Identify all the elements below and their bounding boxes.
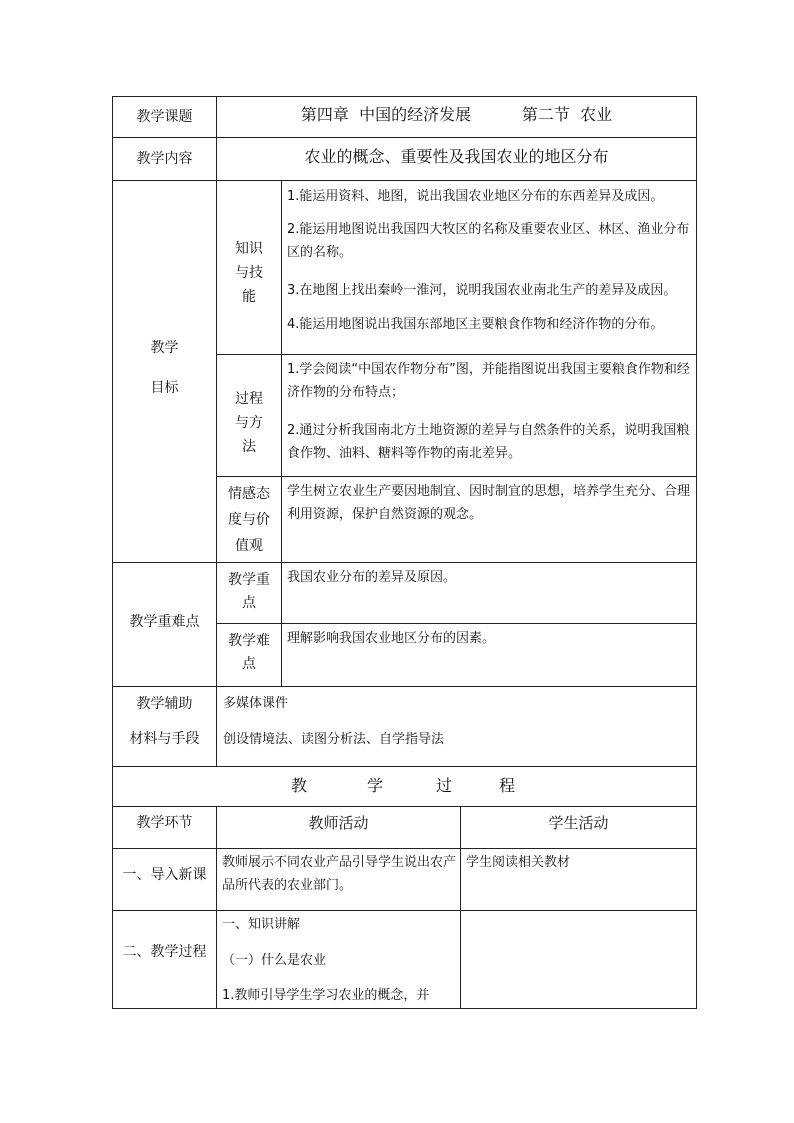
keypoints-label: 教学重难点 bbox=[129, 614, 200, 630]
topic-label: 教学课题 bbox=[136, 109, 193, 125]
row2-teacher-line-1: 一、知识讲解 bbox=[222, 917, 301, 932]
row1-student-cell bbox=[460, 848, 697, 911]
emotion-content-cell bbox=[281, 476, 697, 563]
goals-label-line1: 教学 bbox=[150, 340, 179, 356]
process-title-char-4: 程 bbox=[499, 776, 516, 795]
header-stage: 教学环节 bbox=[136, 815, 193, 831]
aids-content-cell bbox=[216, 686, 697, 767]
topic-value: 第四章 中国的经济发展 第二节 农业 bbox=[300, 105, 613, 124]
emotion-label: 情感态度与价值观 bbox=[228, 486, 270, 554]
process-label: 过程与方法 bbox=[235, 391, 263, 455]
knowledge-content-cell bbox=[281, 180, 697, 355]
header-student-cell bbox=[460, 806, 697, 849]
process-title-cell bbox=[112, 766, 697, 807]
row2-stage: 二、教学过程 bbox=[122, 944, 207, 960]
knowledge-item-2: 2.能运用地图说出我国四大牧区的名称及重要农业区、林区、渔业分布区的名称。 bbox=[287, 222, 690, 260]
row1-teacher: 教师展示不同农业产品引导学生说出农产品所代表的农业部门。 bbox=[222, 855, 457, 893]
header-teacher: 教师活动 bbox=[308, 814, 369, 832]
focus-label-cell bbox=[216, 562, 282, 624]
process-item-1: 1.学会阅读“中国农作物分布”图，并能指图说出我国主要粮食作物和经济作物的分布特点； bbox=[287, 362, 690, 400]
header-teacher-cell bbox=[216, 806, 461, 849]
difficulty-text: 理解影响我国农业地区分布的因素。 bbox=[287, 631, 496, 646]
process-title-char-3: 过 bbox=[436, 776, 453, 795]
goals-label-line2: 目标 bbox=[150, 380, 179, 396]
emotion-label-cell bbox=[216, 476, 282, 563]
process-label-cell bbox=[216, 354, 282, 477]
focus-text-cell bbox=[281, 562, 697, 624]
content-value-cell bbox=[216, 137, 697, 181]
process-title-char-2: 学 bbox=[367, 776, 384, 795]
row2-teacher-line-2: （一）什么是农业 bbox=[222, 953, 327, 968]
emotion-text: 学生树立农业生产要因地制宜、因时制宜的思想，培养学生充分、合理利用资源，保护自然资源的观念。 bbox=[287, 484, 691, 522]
difficulty-label: 教学难点 bbox=[228, 633, 270, 672]
difficulty-label-cell bbox=[216, 623, 282, 687]
row1-student: 学生阅读相关教材 bbox=[466, 855, 571, 870]
topic-label-cell bbox=[112, 96, 217, 138]
aids-label-line1: 教学辅助 bbox=[136, 696, 193, 712]
aids-label-line2: 材料与手段 bbox=[129, 731, 200, 747]
aids-label-cell bbox=[112, 686, 217, 767]
row1-stage: 一、导入新课 bbox=[122, 867, 207, 883]
header-student: 学生活动 bbox=[548, 814, 609, 832]
difficulty-text-cell bbox=[281, 623, 697, 687]
lesson-plan-table bbox=[112, 96, 697, 1009]
aids-line-2: 创设情境法、读图分析法、自学指导法 bbox=[223, 732, 445, 747]
goals-label-cell bbox=[112, 180, 217, 563]
process-title-char-1: 教 bbox=[291, 776, 308, 795]
content-label: 教学内容 bbox=[136, 151, 193, 167]
aids-line-1: 多媒体课件 bbox=[223, 696, 289, 711]
content-value: 农业的概念、重要性及我国农业的地区分布 bbox=[304, 147, 609, 166]
row2-teacher-line-3: 1.教师引导学生学习农业的概念，并 bbox=[222, 988, 430, 1003]
row2-student-cell bbox=[460, 910, 697, 1009]
content-label-cell bbox=[112, 137, 217, 181]
knowledge-item-4: 4.能运用地图说出我国东部地区主要粮食作物和经济作物的分布。 bbox=[287, 317, 664, 332]
row2-teacher-cell bbox=[216, 910, 461, 1009]
keypoints-label-cell bbox=[112, 562, 217, 687]
knowledge-label: 知识与技能 bbox=[235, 241, 263, 305]
topic-value-cell bbox=[216, 96, 697, 138]
row2-stage-cell bbox=[112, 910, 217, 1009]
focus-label: 教学重点 bbox=[228, 572, 270, 611]
focus-text: 我国农业分布的差异及原因。 bbox=[287, 570, 457, 585]
knowledge-item-1: 1.能运用资料、地图，说出我国农业地区分布的东西差异及成因。 bbox=[287, 189, 664, 204]
knowledge-label-cell bbox=[216, 180, 282, 355]
row1-teacher-cell bbox=[216, 848, 461, 911]
knowledge-item-3: 3.在地图上找出秦岭一淮河，说明我国农业南北生产的差异及成因。 bbox=[287, 283, 677, 298]
header-stage-cell bbox=[112, 806, 217, 849]
row1-stage-cell bbox=[112, 848, 217, 911]
process-content-cell bbox=[281, 354, 697, 477]
process-item-2: 2.通过分析我国南北方土地资源的差异与自然条件的关系，说明我国粮食作物、油料、糖料等作物的南北差异。 bbox=[287, 423, 690, 461]
